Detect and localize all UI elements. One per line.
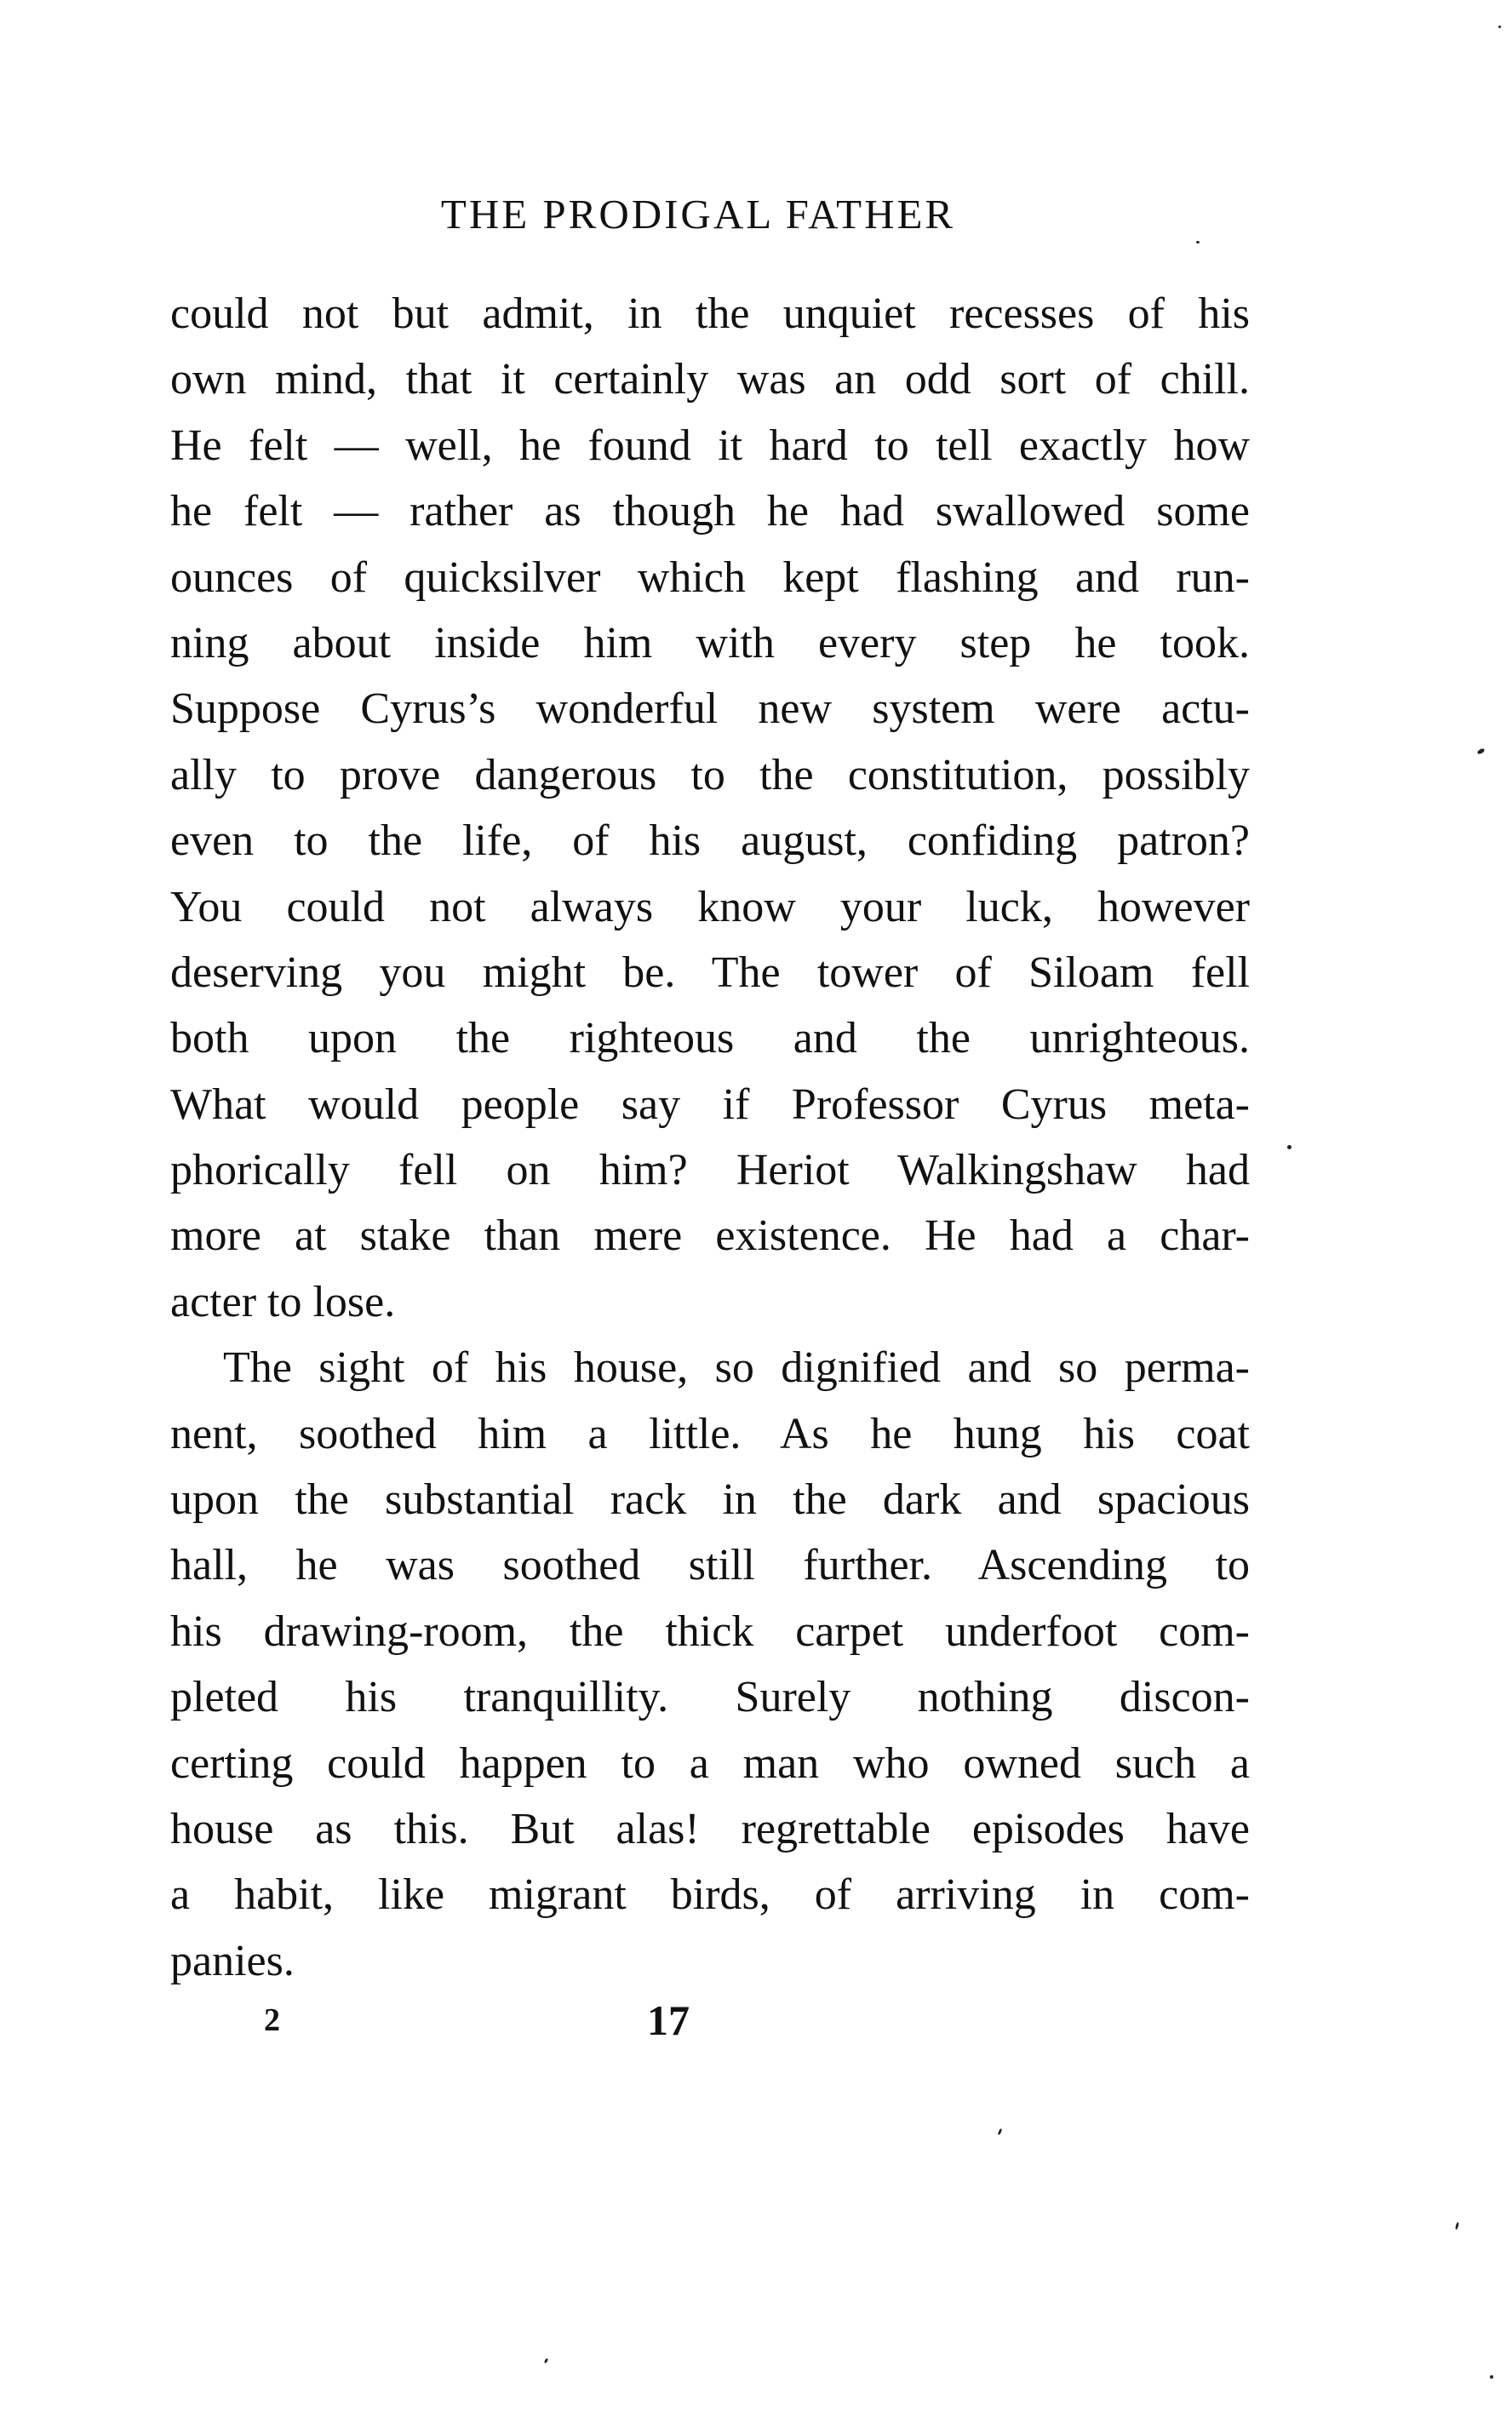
scan-speck <box>544 2358 549 2364</box>
page-number: 17 <box>647 1996 690 2044</box>
text-line: ning about inside him with every step he took. <box>170 618 1250 667</box>
text-line: ally to prove dangerous to the constitution, possibly <box>170 750 1250 799</box>
text-line: deserving you might be. The tower of Siloam fell <box>170 948 1250 997</box>
text-line: a habit, like migrant birds, of arriving in com- <box>170 1870 1250 1920</box>
text-line: upon the substantial rack in the dark and spacious <box>170 1475 1250 1525</box>
signature-mark: 2 <box>264 2002 280 2038</box>
text-line: even to the life, of his august, confiding patron? <box>170 816 1250 866</box>
scan-speck <box>1455 2222 1459 2230</box>
page-footer <box>0 1990 1512 2050</box>
text-line: You could not always know your luck, however <box>170 882 1250 931</box>
text-line: own mind, that it certainly was an odd sort of chill. <box>170 355 1250 404</box>
text-line: Suppose Cyrus’s wonderful new system were actu- <box>170 684 1250 734</box>
text-line: both upon the righteous and the unrighteous. <box>170 1014 1250 1063</box>
text-line: house as this. But alas! regrettable episodes have <box>170 1804 1250 1853</box>
scan-speck <box>997 2128 1002 2136</box>
text-line: What would people say if Professor Cyrus meta- <box>170 1080 1250 1129</box>
text-line: pleted his tranquillity. Surely nothing discon- <box>170 1673 1250 1722</box>
text-line: The sight of his house, so dignified and so perma- <box>223 1343 1250 1393</box>
scan-speck <box>1287 1145 1292 1149</box>
text-line: his drawing-room, the thick carpet underfoot com- <box>170 1606 1250 1656</box>
paragraph <box>170 281 1250 1335</box>
text-line: he felt — rather as though he had swallowed some <box>170 487 1250 536</box>
text-line: phorically fell on him? Heriot Walkingshaw had <box>170 1146 1250 1195</box>
text-line: panies. <box>170 1936 295 1985</box>
paragraph <box>170 1335 1250 1994</box>
text-line: ounces of quicksilver which kept flashing and run- <box>170 553 1250 602</box>
text-line: acter to lose. <box>170 1277 396 1326</box>
running-head: THE PRODIGAL FATHER <box>440 191 956 238</box>
text-line: more at stake than mere existence. He had a char- <box>170 1211 1250 1261</box>
text-line: certing could happen to a man who owned such a <box>170 1738 1250 1788</box>
scan-speck <box>1196 241 1200 243</box>
body-text <box>170 281 1250 1994</box>
text-line: hall, he was soothed still further. Ascending to <box>170 1541 1250 1590</box>
scan-speck <box>1498 26 1501 28</box>
text-line: could not but admit, in the unquiet recesses of his <box>170 289 1250 338</box>
scan-speck <box>1476 747 1485 755</box>
text-line: He felt — well, he found it hard to tell exactly how <box>170 421 1250 470</box>
scan-speck <box>1490 2375 1493 2379</box>
text-line: nent, soothed him a little. As he hung his coat <box>170 1409 1250 1458</box>
